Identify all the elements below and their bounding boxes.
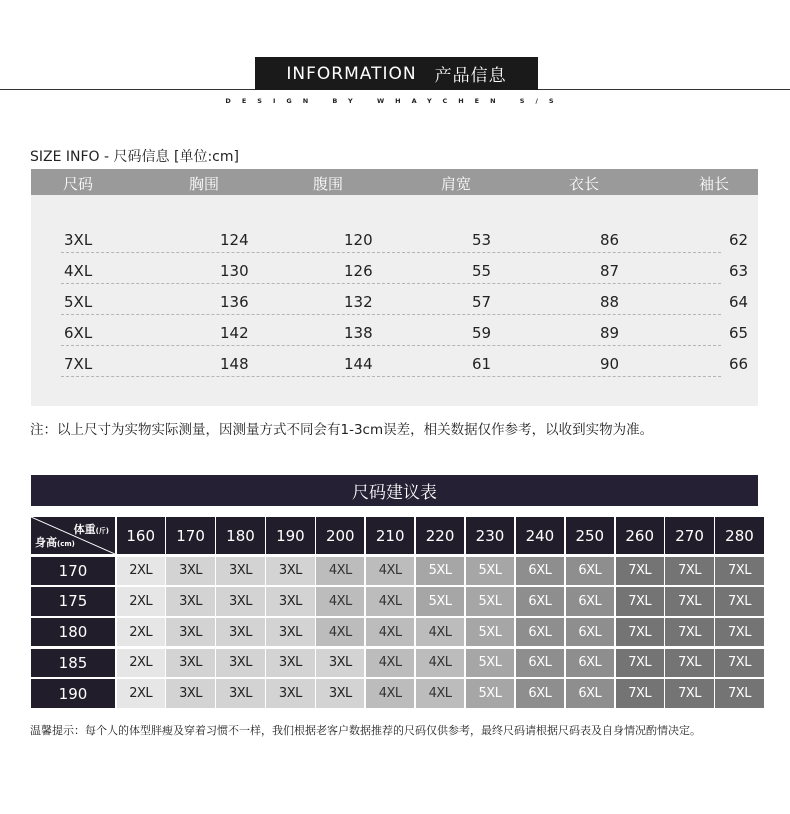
size-recommendation-cell: 4XL bbox=[366, 587, 414, 616]
size-value: 66 bbox=[729, 355, 749, 373]
size-col-header: 胸围 bbox=[189, 175, 220, 193]
size-recommendation-cell: 4XL bbox=[366, 618, 414, 647]
size-recommendation-cell: 3XL bbox=[266, 557, 314, 586]
height-header: 180 bbox=[31, 618, 115, 647]
size-recommendation-cell: 3XL bbox=[166, 649, 214, 678]
corner-weight-label: 体重(斤) bbox=[73, 523, 109, 536]
size-recommendation-cell: 7XL bbox=[616, 618, 664, 647]
size-recommendation-cell: 3XL bbox=[266, 587, 314, 616]
size-recommendation-cell: 7XL bbox=[715, 587, 763, 616]
weight-header: 180 bbox=[216, 517, 264, 554]
size-recommendation-cell: 3XL bbox=[216, 618, 264, 647]
size-recommendation-cell: 4XL bbox=[316, 587, 364, 616]
size-value: 144 bbox=[344, 355, 373, 373]
size-info-title: SIZE INFO - 尺码信息 [单位:cm] bbox=[30, 149, 239, 165]
size-recommendation-cell: 3XL bbox=[166, 679, 214, 708]
size-row bbox=[61, 222, 749, 253]
weight-header: 210 bbox=[366, 517, 414, 554]
size-recommendation-cell: 3XL bbox=[266, 618, 314, 647]
info-title-cn: 产品信息 bbox=[434, 66, 507, 86]
size-recommendation-cell: 5XL bbox=[466, 557, 514, 586]
size-recommendation-cell: 3XL bbox=[166, 587, 214, 616]
size-value: 126 bbox=[344, 262, 373, 280]
size-recommendation-cell: 6XL bbox=[566, 587, 614, 616]
size-value: 87 bbox=[600, 262, 620, 280]
size-col-header: 袖长 bbox=[699, 175, 730, 193]
size-value: 138 bbox=[344, 324, 373, 342]
weight-header: 220 bbox=[416, 517, 464, 554]
design-subtitle: DESIGN BY WHAYCHEN S/S bbox=[225, 97, 565, 105]
size-recommendation-cell: 4XL bbox=[366, 649, 414, 678]
size-recommendation-cell: 7XL bbox=[715, 618, 763, 647]
size-value: 124 bbox=[220, 231, 249, 249]
size-recommendation-cell: 3XL bbox=[316, 679, 364, 708]
size-value: 88 bbox=[600, 293, 620, 311]
size-recommendation-cell: 6XL bbox=[566, 557, 614, 586]
size-value: 59 bbox=[472, 324, 492, 342]
size-row bbox=[61, 284, 749, 315]
weight-header: 260 bbox=[616, 517, 664, 554]
size-recommendation-cell: 4XL bbox=[366, 679, 414, 708]
size-table-header bbox=[31, 169, 758, 195]
size-recommendation-cell: 7XL bbox=[665, 679, 713, 708]
size-value: 61 bbox=[472, 355, 492, 373]
size-value: 136 bbox=[220, 293, 249, 311]
size-recommendation-cell: 6XL bbox=[566, 649, 614, 678]
size-recommendation-cell: 3XL bbox=[216, 649, 264, 678]
height-header: 185 bbox=[31, 649, 115, 678]
size-recommendation-cell: 5XL bbox=[466, 649, 514, 678]
size-recommendation-cell: 3XL bbox=[216, 557, 264, 586]
size-note: 注：以上尺寸为实物实际测量，因测量方式不同会有1-3cm误差，相关数据仅作参考，以收到实物为准。 bbox=[30, 422, 654, 438]
size-row bbox=[61, 253, 749, 284]
size-value: 57 bbox=[472, 293, 492, 311]
size-recommendation-cell: 7XL bbox=[616, 587, 664, 616]
tip-note: 温馨提示：每个人的体型胖瘦及穿着习惯不一样，我们根据老客户数据推荐的尺码仅供参考，最终尺码请根据尺码表及自身情况酌情决定。 bbox=[30, 724, 701, 737]
size-col-header: 腹围 bbox=[313, 175, 344, 193]
size-value: 62 bbox=[729, 231, 749, 249]
size-recommendation-cell: 6XL bbox=[516, 679, 564, 708]
size-recommendation-cell: 2XL bbox=[117, 618, 165, 647]
size-recommendation-cell: 3XL bbox=[216, 679, 264, 708]
size-recommendation-cell: 4XL bbox=[366, 557, 414, 586]
size-recommendation-cell: 2XL bbox=[117, 649, 165, 678]
size-recommendation-cell: 6XL bbox=[566, 679, 614, 708]
size-label: 7XL bbox=[64, 355, 93, 373]
size-recommendation-cell: 5XL bbox=[466, 618, 514, 647]
size-recommendation-cell: 7XL bbox=[715, 649, 763, 678]
size-recommendation-cell: 6XL bbox=[566, 618, 614, 647]
weight-header: 230 bbox=[466, 517, 514, 554]
size-label: 6XL bbox=[64, 324, 93, 342]
size-value: 64 bbox=[729, 293, 749, 311]
size-recommendation-cell: 4XL bbox=[416, 679, 464, 708]
size-value: 148 bbox=[220, 355, 249, 373]
size-value: 53 bbox=[472, 231, 492, 249]
weight-header: 200 bbox=[316, 517, 364, 554]
size-recommendation-cell: 6XL bbox=[516, 618, 564, 647]
size-col-header: 衣长 bbox=[569, 175, 600, 193]
size-recommendation-cell: 7XL bbox=[665, 557, 713, 586]
size-recommendation-cell: 6XL bbox=[516, 649, 564, 678]
size-col-header: 肩宽 bbox=[441, 175, 472, 193]
size-value: 130 bbox=[220, 262, 249, 280]
size-recommendation-cell: 5XL bbox=[466, 679, 514, 708]
height-header: 170 bbox=[31, 557, 115, 586]
size-table bbox=[31, 169, 758, 406]
size-recommendation-cell: 4XL bbox=[416, 618, 464, 647]
size-recommendation-cell: 2XL bbox=[117, 587, 165, 616]
corner-height-label: 身高(cm) bbox=[35, 536, 75, 549]
size-recommendation-cell: 3XL bbox=[166, 557, 214, 586]
size-recommendation-cell: 7XL bbox=[665, 649, 713, 678]
weight-header: 190 bbox=[266, 517, 314, 554]
weight-header: 280 bbox=[715, 517, 763, 554]
size-recommendation-cell: 2XL bbox=[117, 557, 165, 586]
size-recommendation-cell: 7XL bbox=[616, 649, 664, 678]
info-title-en: INFORMATION bbox=[286, 63, 417, 84]
size-value: 55 bbox=[472, 262, 492, 280]
weight-header: 240 bbox=[516, 517, 564, 554]
height-header: 190 bbox=[31, 679, 115, 708]
size-recommendation-cell: 3XL bbox=[316, 649, 364, 678]
size-recommendation-cell: 7XL bbox=[616, 679, 664, 708]
size-value: 132 bbox=[344, 293, 373, 311]
size-recommendation-cell: 7XL bbox=[715, 557, 763, 586]
grid-corner bbox=[31, 517, 115, 554]
size-recommendation-cell: 4XL bbox=[316, 557, 364, 586]
weight-header: 250 bbox=[566, 517, 614, 554]
size-recommendation-cell: 7XL bbox=[616, 557, 664, 586]
weight-header: 270 bbox=[665, 517, 713, 554]
size-value: 142 bbox=[220, 324, 249, 342]
size-label: 5XL bbox=[64, 293, 93, 311]
weight-header: 170 bbox=[166, 517, 214, 554]
size-label: 4XL bbox=[64, 262, 93, 280]
size-row bbox=[61, 315, 749, 346]
height-header: 175 bbox=[31, 587, 115, 616]
recommendation-title: 尺码建议表 bbox=[31, 475, 758, 506]
weight-header: 160 bbox=[117, 517, 165, 554]
size-recommendation-cell: 3XL bbox=[266, 679, 314, 708]
size-recommendation-cell: 3XL bbox=[166, 618, 214, 647]
size-recommendation-cell: 7XL bbox=[665, 618, 713, 647]
size-value: 86 bbox=[600, 231, 620, 249]
size-recommendation-cell: 7XL bbox=[715, 679, 763, 708]
size-value: 89 bbox=[600, 324, 620, 342]
size-recommendation-cell: 6XL bbox=[516, 557, 564, 586]
size-col-header: 尺码 bbox=[63, 175, 94, 193]
size-recommendation-cell: 5XL bbox=[416, 587, 464, 616]
size-recommendation-cell: 5XL bbox=[466, 587, 514, 616]
size-recommendation-cell: 5XL bbox=[416, 557, 464, 586]
size-recommendation-cell: 6XL bbox=[516, 587, 564, 616]
size-recommendation-cell: 3XL bbox=[216, 587, 264, 616]
size-value: 90 bbox=[600, 355, 620, 373]
size-value: 65 bbox=[729, 324, 749, 342]
size-row bbox=[61, 346, 749, 377]
size-label: 3XL bbox=[64, 231, 93, 249]
size-recommendation-cell: 2XL bbox=[117, 679, 165, 708]
size-value: 63 bbox=[729, 262, 749, 280]
size-recommendation-cell: 4XL bbox=[416, 649, 464, 678]
size-recommendation-cell: 4XL bbox=[316, 618, 364, 647]
size-recommendation-cell: 7XL bbox=[665, 587, 713, 616]
size-value: 120 bbox=[344, 231, 373, 249]
info-banner bbox=[255, 57, 538, 90]
size-recommendation-cell: 3XL bbox=[266, 649, 314, 678]
